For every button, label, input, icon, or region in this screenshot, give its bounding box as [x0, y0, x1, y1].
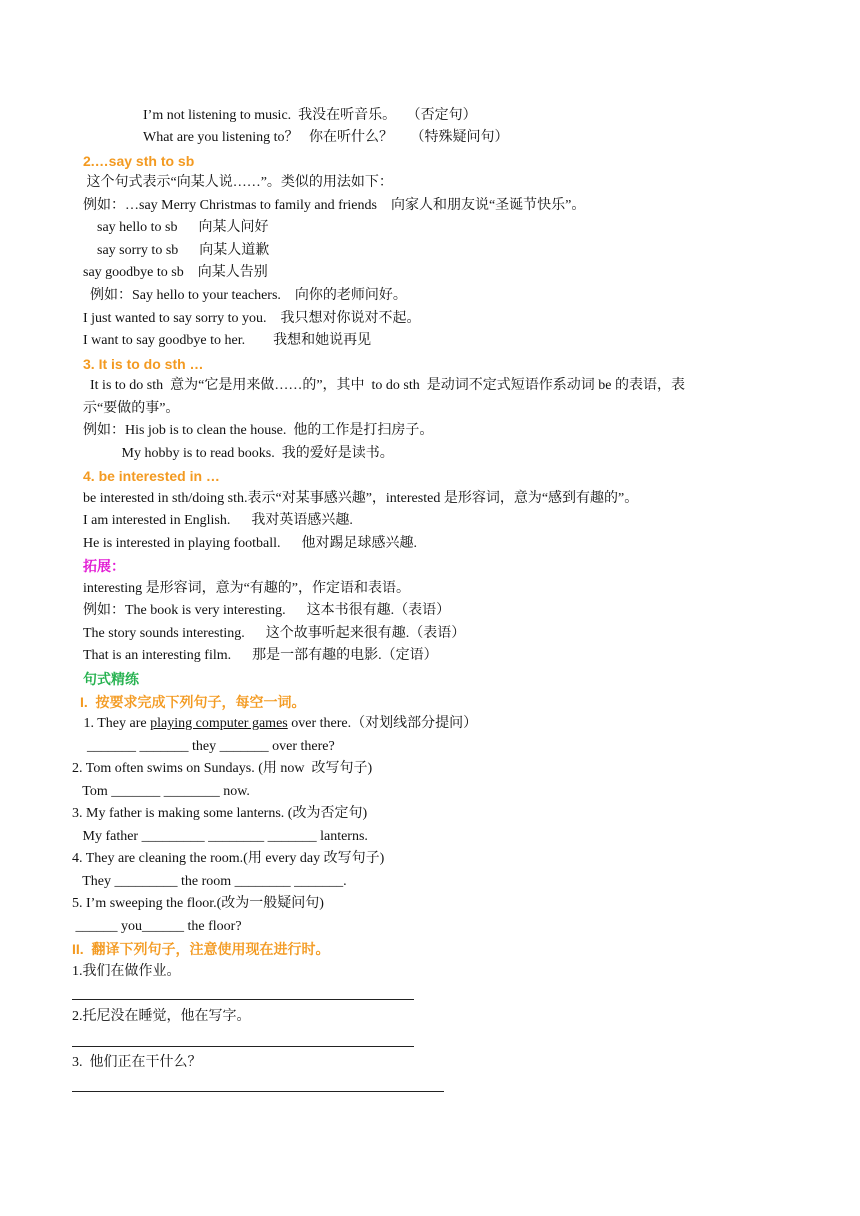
translation-prompt-3: 3. 他们正在干什么？: [72, 1055, 202, 1070]
underlined-phrase: playing computer games: [150, 716, 288, 731]
text-line: It is to do sth 意为“它是用来做……的”，其中 to do sth 是动词不定式短语作系动词 be 的表语，表: [83, 378, 685, 393]
exercise-question-5: 5. I’m sweeping the floor.(改为一般疑问句): [72, 896, 324, 911]
text-line: He is interested in playing football. 他对踢足球感兴趣.: [83, 536, 418, 551]
translation-prompt-2: 2.托尼没在睡觉，他在写字。: [72, 1009, 251, 1024]
answer-line-2: [72, 1046, 414, 1047]
answer-blanks-4: They _________ the room ________ _______.: [72, 874, 347, 889]
exercise-heading-1: I. 按要求完成下列句子，每空一词。: [80, 694, 306, 710]
text-line: I just wanted to say sorry to you. 我只想对你说对不起。: [83, 311, 421, 326]
text-line: I am interested in English. 我对英语感兴趣.: [83, 513, 353, 528]
heading-be-interested: 4. be interested in …: [83, 468, 220, 484]
exercise-question-2: 2. Tom often swims on Sundays. (用 now 改写句子): [72, 761, 373, 776]
translation-prompt-1: 1.我们在做作业。: [72, 964, 181, 979]
text-line: 例如：The book is very interesting. 这本书很有趣.（表语）: [83, 603, 451, 618]
text-line: interesting 是形容词，意为“有趣的”，作定语和表语。: [83, 581, 411, 596]
answer-line-3: [72, 1091, 444, 1092]
text-line: The story sounds interesting. 这个故事听起来很有趣.（表语）: [83, 626, 466, 641]
text-line: say sorry to sb 向某人道歉: [83, 243, 270, 258]
text-line: say goodbye to sb 向某人告别: [83, 265, 268, 280]
question-text: over there.（对划线部分提问）: [287, 716, 478, 731]
answer-blanks-2: Tom _______ ________ now.: [72, 784, 250, 799]
text-line: 例如：His job is to clean the house. 他的工作是打扫房子。: [83, 423, 434, 438]
section-heading-practice: 句式精练: [83, 671, 139, 687]
example-negative: I’m not listening to music. 我没在听音乐。 （否定句）: [143, 108, 477, 123]
answer-blanks-3: My father _________ ________ _______ lanterns.: [72, 829, 368, 844]
text-line: 例如：…say Merry Christmas to family and friends 向家人和朋友说“圣诞节快乐”。: [83, 198, 586, 213]
text-line: be interested in sth/doing sth.表示“对某事感兴趣”，interested 是形容词，意为“感到有趣的”。: [83, 491, 639, 506]
text-line: 例如：Say hello to your teachers. 向你的老师问好。: [83, 288, 407, 303]
exercise-heading-2: II. 翻译下列句子，注意使用现在进行时。: [72, 941, 330, 957]
example-question: What are you listening to？ 你在听什么？ （特殊疑问句）: [143, 130, 509, 145]
text-line: 这个句式表示“向某人说……”。类似的用法如下：: [83, 175, 393, 190]
exercise-question-3: 3. My father is making some lanterns. (改为否定句): [72, 806, 368, 821]
text-line: 示“要做的事”。: [83, 401, 180, 416]
text-line: My hobby is to read books. 我的爱好是读书。: [83, 446, 394, 461]
answer-blanks-5: ______ you______ the floor?: [72, 919, 242, 934]
heading-it-is-to-do: 3. It is to do sth …: [83, 356, 204, 372]
answer-blanks-1: _______ _______ they _______ over there?: [80, 739, 335, 754]
exercise-question-1: [80, 714, 477, 734]
heading-extension: 拓展：: [83, 558, 125, 574]
text-line: That is an interesting film. 那是一部有趣的电影.（定语）: [83, 648, 438, 663]
text-line: I want to say goodbye to her. 我想和她说再见: [83, 333, 372, 348]
question-text: 1. They are: [80, 716, 151, 731]
answer-line-1: [72, 999, 414, 1000]
exercise-question-4: 4. They are cleaning the room.(用 every day 改写句子): [72, 851, 385, 866]
text-line: say hello to sb 向某人问好: [83, 220, 269, 235]
heading-say-sth: 2.…say sth to sb: [83, 153, 195, 169]
